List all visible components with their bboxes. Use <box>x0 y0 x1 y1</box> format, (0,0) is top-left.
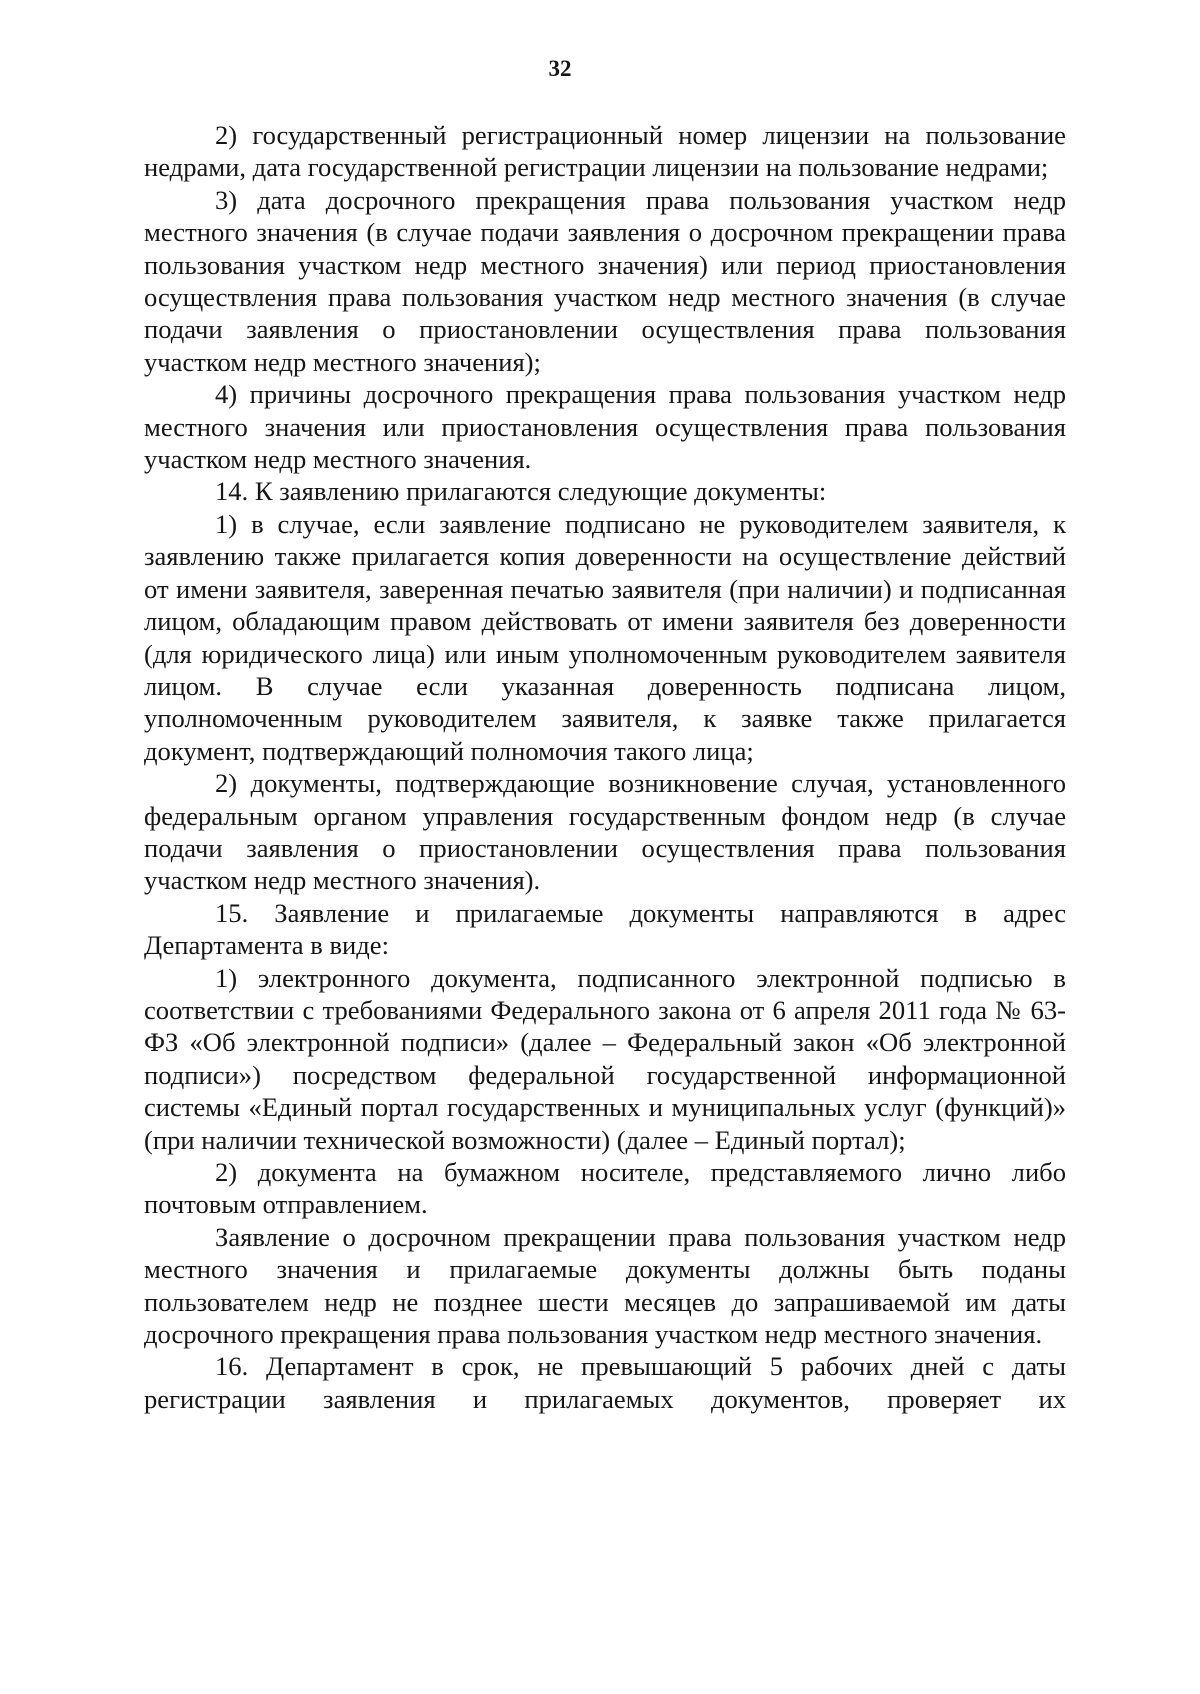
paragraph-clause-16: 16. Департамент в срок, не превышающий 5 рабочих дней с даты регистрации заявления и прилагаемых документов, проверяет их <box>144 1351 1066 1414</box>
paragraph-clause-15-item-2: 2) документа на бумажном носителе, представляемого лично либо почтовым отправлением. <box>144 1157 1066 1220</box>
paragraph-clause-14-item-2: 2) документы, подтверждающие возникновение случая, установленного федеральным органом управления государственным фондом недр (в случае подачи заявления о приостановлении осуществления права пользования участком недр местного значения). <box>144 768 1066 896</box>
page-number: 32 <box>548 56 572 81</box>
paragraph-clause-14-item-1: 1) в случае, если заявление подписано не руководителем заявителя, к заявлению также прилагается копия доверенности на осуществление действий от имени заявителя, заверенная печатью заявителя (при наличии) и подписанная лицом, обладающим правом действовать от имени заявителя без доверенности (для юридического лица) или иным уполномоченным руководителем заявителя лицом. В случае если указанная доверенность подписана лицом, уполномоченным руководителем заявителя, к заявке также прилагается документ, подтверждающий полномочия такого лица; <box>144 508 1066 766</box>
paragraph-item-4: 4) причины досрочного прекращения права пользования участком недр местного значения или приостановления осуществления права пользования участком недр местного значения. <box>144 379 1066 475</box>
paragraph-clause-15-item-1: 1) электронного документа, подписанного электронной подписью в соответствии с требованиями Федерального закона от 6 апреля 2011 года № 63-ФЗ «Об электронной подписи» (далее – Федеральный закон «Об электронной подписи») посредством федеральной государственной информационной системы «Единый портал государственных и муниципальных услуг (функций)» (при наличии технической возможности) (далее – Единый портал); <box>144 962 1066 1155</box>
paragraph-item-2: 2) государственный регистрационный номер лицензии на пользование недрами, дата государственной регистрации лицензии на пользование недрами; <box>144 120 1066 183</box>
paragraph-item-3: 3) дата досрочного прекращения права пользования участком недр местного значения (в случае подачи заявления о досрочном прекращении права пользования участком недр местного значения) или период приостановления осуществления права пользования участком недр местного значения (в случае подачи заявления о приостановлении осуществления права пользования участком недр местного значения); <box>144 184 1066 377</box>
paragraph-clause-14: 14. К заявлению прилагаются следующие документы: <box>215 476 827 507</box>
paragraph-early-termination: Заявление о досрочном прекращении права пользования участком недр местного значения и прилагаемые документы должны быть поданы пользователем недр не позднее шести месяцев до запрашиваемой им даты досрочного прекращения права пользования участком недр местного значения. <box>144 1221 1066 1350</box>
document-body <box>144 119 1066 1415</box>
paragraph-clause-15: 15. Заявление и прилагаемые документы направляются в адрес Департамента в виде: <box>144 897 1066 961</box>
